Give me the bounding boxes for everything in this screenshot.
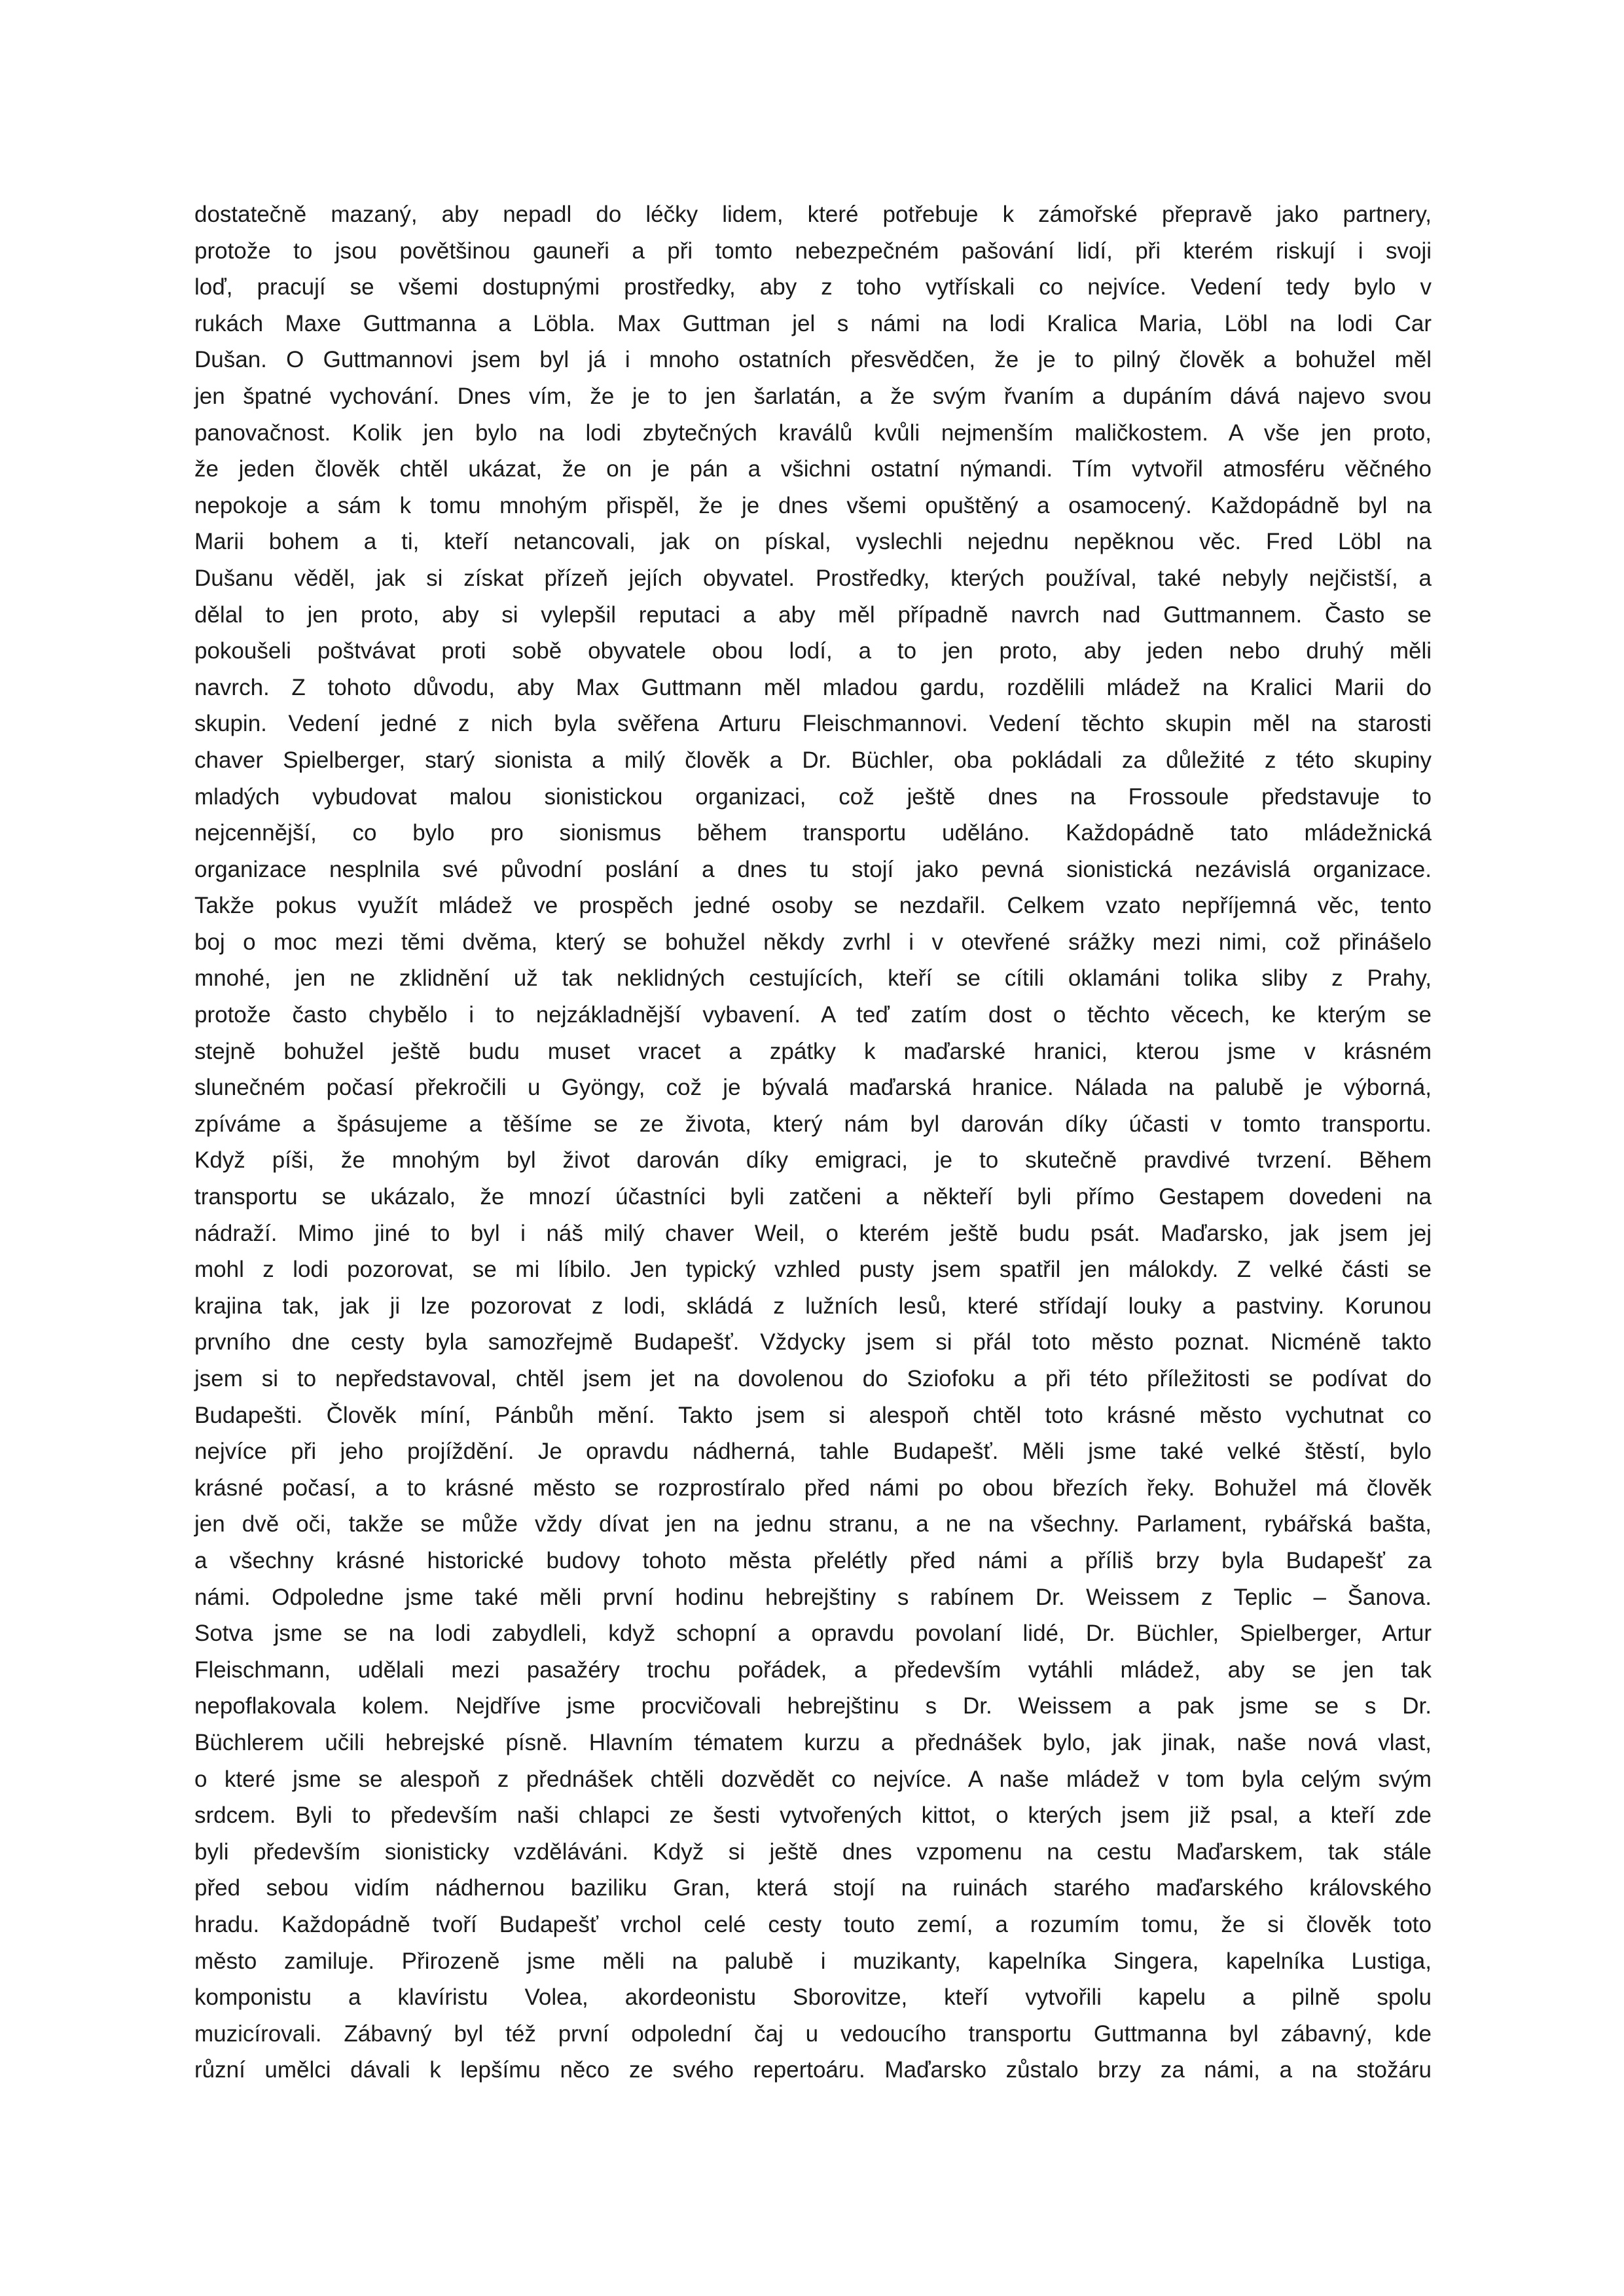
text-line: panovačnost. Kolik jen bylo na lodi zbytečných kraválů kvůli nejmenším maličkostem. A vše jen proto,: [194, 420, 1432, 446]
text-line: mohl z lodi pozorovat, se mi líbilo. Jen typický vzhled pusty jsem spatřil jen málokdy. Z velké části se: [194, 1257, 1432, 1283]
text-line: a všechny krásné historické budovy tohoto města přelétly před námi a příliš brzy byla Budapešť za: [194, 1547, 1432, 1573]
text-line: organizace nesplnila své původní poslání a dnes tu stojí jako pevná sionistická nezávislá organizace.: [194, 856, 1432, 882]
text-line: stejně bohužel ještě budu muset vracet a zpátky k maďarské hranici, kterou jsme v krásném: [194, 1038, 1432, 1064]
text-line: nepoflakovala kolem. Nejdříve jsme procvičovali hebrejštinu s Dr. Weissem a pak jsme se s Dr.: [194, 1693, 1432, 1719]
text-line: loď, pracují se všemi dostupnými prostředky, aby z toho vytřískali co nejvíce. Vedení tedy bylo v: [194, 274, 1432, 300]
text-line: rukách Maxe Guttmanna a Löbla. Max Guttman jel s námi na lodi Kralica Maria, Löbl na lodi Car: [194, 310, 1432, 336]
text-line: komponistu a klavíristu Volea, akordeonistu Sborovitze, kteří vytvořili kapelu a pilně spolu: [194, 1984, 1432, 2011]
text-line: nádraží. Mimo jiné to byl i náš milý chaver Weil, o kterém ještě budu psát. Maďarsko, jak jsem jej: [194, 1220, 1432, 1246]
text-line: námi. Odpoledne jsme také měli první hodinu hebrejštiny s rabínem Dr. Weissem z Teplic – Šanova.: [194, 1584, 1432, 1610]
text-line: Sotva jsme se na lodi zabydleli, když schopní a opravdu povolaní lidé, Dr. Büchler, Spielberger, Artur: [194, 1621, 1432, 1647]
text-line: Budapešti. Člověk míní, Pánbůh mění. Takto jsem si alespoň chtěl toto krásné město vychutnat co: [194, 1402, 1432, 1428]
text-line: mladých vybudovat malou sionistickou organizaci, což ještě dnes na Frossoule představuje to: [194, 783, 1432, 810]
text-line: navrch. Z tohoto důvodu, aby Max Guttmann měl mladou gardu, rozdělili mládež na Kralici Marii do: [194, 674, 1432, 700]
text-line: Dušanu věděl, jak si získat přízeň jejích obyvatel. Prostředky, kterých používal, také nebyly nejčistší, a: [194, 565, 1432, 591]
text-line: protože to jsou povětšinou gauneři a při tomto nebezpečném pašování lidí, při kterém riskují i svoji: [194, 238, 1432, 264]
text-line: o které jsme se alespoň z přednášek chtěli dozvědět co nejvíce. A naše mládež v tom byla celým svým: [194, 1766, 1432, 1792]
text-line: Büchlerem učili hebrejské písně. Hlavním tématem kurzu a přednášek bylo, jak jinak, naše nová vlast,: [194, 1729, 1432, 1755]
text-line: slunečném počasí překročili u Gyöngy, což je bývalá maďarská hranice. Nálada na palubě je výborná,: [194, 1075, 1432, 1101]
text-line: nejcennější, co bylo pro sionismus během transportu uděláno. Každopádně tato mládežnická: [194, 820, 1432, 846]
text-line: protože často chybělo i to nejzákladnější vybavení. A teď zatím dost o těchto věcech, ke kterým se: [194, 1002, 1432, 1028]
text-line: dělal to jen proto, aby si vylepšil reputaci a aby měl případně navrch nad Guttmannem. Často se: [194, 601, 1432, 628]
text-line: nejvíce při jeho projíždění. Je opravdu nádherná, tahle Budapešť. Měli jsme také velké štěstí, bylo: [194, 1439, 1432, 1465]
text-line: Dušan. O Guttmannovi jsem byl já i mnoho ostatních přesvědčen, že je to pilný člověk a bohužel měl: [194, 347, 1432, 373]
text-line: pokoušeli poštvávat proti sobě obyvatele obou lodí, a to jen proto, aby jeden nebo druhý měli: [194, 638, 1432, 664]
text-line: Marii bohem a ti, kteří netancovali, jak on pískal, vyslechli nejednu nepěknou věc. Fred Löbl na: [194, 529, 1432, 555]
text-line: hradu. Každopádně tvoří Budapešť vrchol celé cesty touto zemí, a rozumím tomu, že si člověk toto: [194, 1911, 1432, 1937]
text-line: Fleischmann, udělali mezi pasažéry trochu pořádek, a především vytáhli mládež, aby se jen tak: [194, 1657, 1432, 1683]
text-line: jsem si to nepředstavoval, chtěl jsem jet na dovolenou do Sziofoku a při této příležitosti se podívat do: [194, 1366, 1432, 1391]
text-line: zpíváme a špásujeme a těšíme se ze života, který nám byl darován díky účasti v tomto transportu.: [194, 1111, 1432, 1137]
body-text: [194, 196, 1432, 2089]
text-line: krajina tak, jak ji lze pozorovat z lodi, skládá z lužních lesů, které střídají louky a pastviny. Korunou: [194, 1293, 1432, 1319]
text-line: Takže pokus využít mládež ve prospěch jedné osoby se nezdařil. Celkem vzato nepříjemná věc, tento: [194, 893, 1432, 919]
text-line: jen špatné vychování. Dnes vím, že je to jen šarlatán, a že svým řvaním a dupáním dává najevo svou: [194, 383, 1432, 409]
text-line: jen dvě oči, takže se může vždy dívat jen na jednu stranu, a ne na všechny. Parlament, rybářská bašta,: [194, 1511, 1432, 1537]
text-line: dostatečně mazaný, aby nepadl do léčky lidem, které potřebuje k zámořské přepravě jako partnery,: [194, 202, 1432, 227]
text-line: krásné počasí, a to krásné město se rozprostíralo před námi po obou březích řeky. Bohužel má člověk: [194, 1475, 1432, 1501]
text-line: různí umělci dávali k lepšímu něco ze svého repertoáru. Maďarsko zůstalo brzy za námi, a na stožáru: [194, 2057, 1432, 2083]
text-line: mnohé, jen ne zklidnění už tak neklidných cestujících, kteří se cítili oklamáni tolika sliby z Prahy,: [194, 965, 1432, 992]
text-line: srdcem. Byli to především naši chlapci ze šesti vytvořených kittot, o kterých jsem již psal, a kteří zde: [194, 1803, 1432, 1829]
text-line: že jeden člověk chtěl ukázat, že on je pán a všichni ostatní nýmandi. Tím vytvořil atmosféru věčného: [194, 456, 1432, 482]
text-line: byli především sionisticky vzděláváni. Když si ještě dnes vzpomenu na cestu Maďarskem, tak stále: [194, 1839, 1432, 1865]
text-line: transportu se ukázalo, že mnozí účastníci byli zatčeni a někteří byli přímo Gestapem dovedeni na: [194, 1184, 1432, 1210]
text-line: město zamiluje. Přirozeně jsme měli na palubě i muzikanty, kapelníka Singera, kapelníka Lustiga,: [194, 1948, 1432, 1974]
text-line: boj o moc mezi těmi dvěma, který se bohužel někdy zvrhl i v otevřené srážky mezi nimi, což přinášelo: [194, 929, 1432, 955]
text-line: Když píši, že mnohým byl život darován díky emigraci, je to skutečně pravdivé tvrzení. Během: [194, 1147, 1432, 1174]
text-line: před sebou vidím nádhernou baziliku Gran, která stojí na ruinách starého maďarského královského: [194, 1875, 1432, 1901]
text-line: skupin. Vedení jedné z nich byla svěřena Arturu Fleischmannovi. Vedení těchto skupin měl na starosti: [194, 711, 1432, 737]
text-line: nepokoje a sám k tomu mnohým přispěl, že je dnes všemi opuštěný a osamocený. Každopádně byl na: [194, 492, 1432, 518]
text-line: chaver Spielberger, starý sionista a milý člověk a Dr. Büchler, oba pokládali za důležité z této skupiny: [194, 747, 1432, 773]
text-line: prvního dne cesty byla samozřejmě Budapešť. Vždycky jsem si přál toto město poznat. Nicméně takto: [194, 1329, 1432, 1355]
text-line: muzicírovali. Zábavný byl též první odpolední čaj u vedoucího transportu Guttmanna byl zábavný, kde: [194, 2020, 1432, 2047]
